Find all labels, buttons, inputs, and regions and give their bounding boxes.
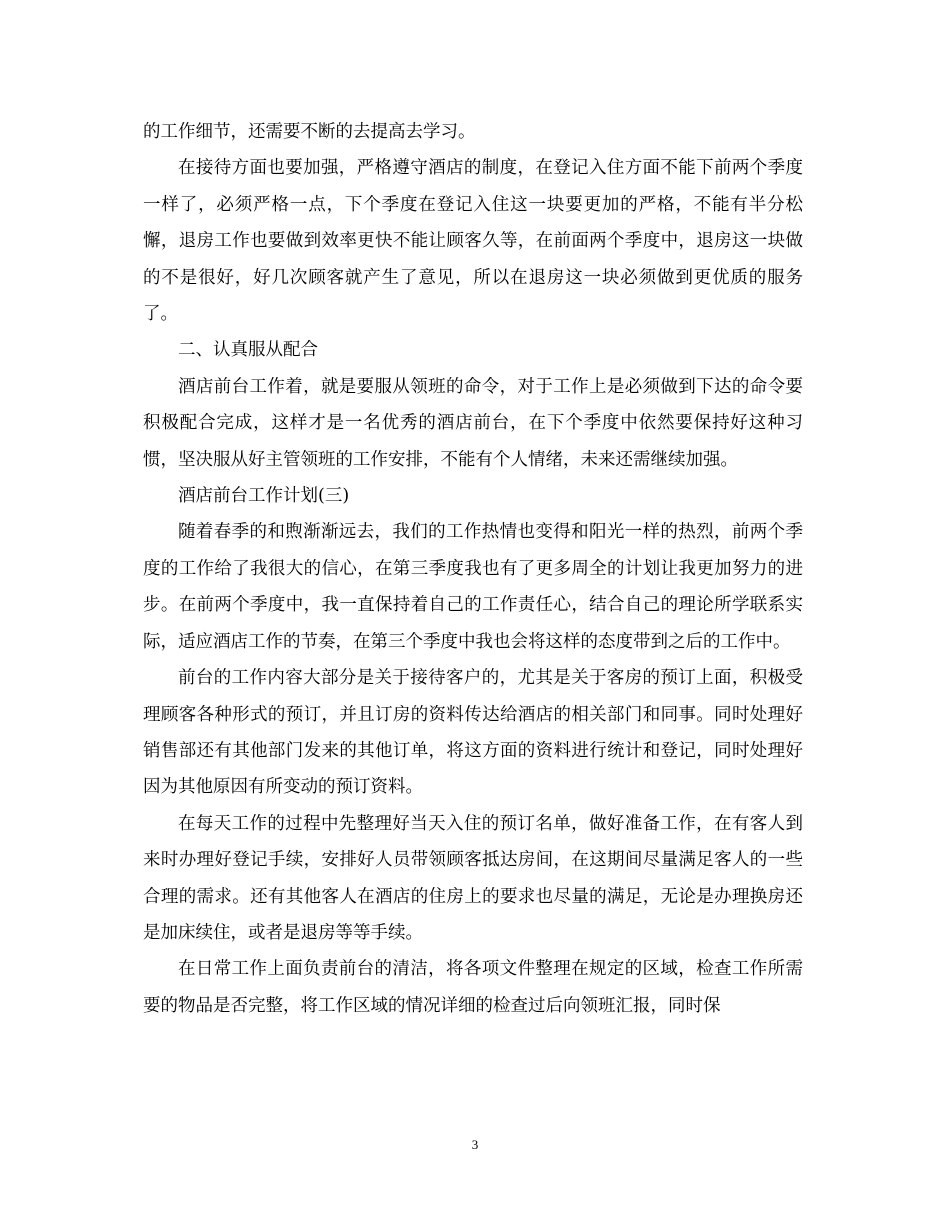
paragraph-daily-checkin: 在每天工作的过程中先整理好当天入住的预订名单，做好准备工作，在有客人到来时办理好登记手续，安排好人员带领顾客抵达房间，在这期间尽量满足客人的一些合理的需求。还有其他客人在酒店的住房上的要求也尽量的满足，无论是办理换房还是加床续住，或者是退房等等手续。 bbox=[143, 813, 803, 943]
paragraph-checkin-service: 在接待方面也要加强，严格遵守酒店的制度，在登记入住方面不能下前两个季度一样了，必须严格一点，下个季度在登记入住这一块要更加的严格，不能有半分松懈，退房工作也要做到效率更快不能让顾客久等，在前面两个季度中，退房这一块做的不是很好，好几次顾客就产生了意见，所以在退房这一块必须做到更优质的服务了。 bbox=[143, 158, 803, 325]
section-heading-obey: 二、认真服从配合 bbox=[178, 340, 318, 361]
paragraph-cleaning: 在日常工作上面负责前台的清洁，将各项文件整理在规定的区域，检查工作所需要的物品是否完整，将工作区域的情况详细的检查过后向领班汇报，同时保 bbox=[143, 959, 803, 1016]
page-number: 3 bbox=[471, 1137, 479, 1152]
section-heading-plan-three: 酒店前台工作计划(三) bbox=[178, 486, 350, 507]
paragraph-reservations: 前台的工作内容大部分是关于接待客户的，尤其是关于客房的预订上面，积极受理顾客各种形式的预订，并且订房的资料传达给酒店的相关部门和同事。同时处理好销售部还有其他部门发来的其他订单，将这方面的资料进行统计和登记，同时处理好因为其他原因有所变动的预订资料。 bbox=[143, 668, 803, 798]
paragraph-third-quarter: 随着春季的和煦渐渐远去，我们的工作热情也变得和阳光一样的热烈，前两个季度的工作给了我很大的信心，在第三季度我也有了更多周全的计划让我更加努力的进步。在前两个季度中，我一直保持着自己的工作责任心，结合自己的理论所学联系实际，适应酒店工作的节奏，在第三个季度中我也会将这样的态度带到之后的工作中。 bbox=[143, 522, 803, 652]
document-body bbox=[143, 114, 803, 1024]
paragraph-continuation: 的工作细节，还需要不断的去提高去学习。 bbox=[143, 122, 476, 142]
paragraph-obey-supervisor: 酒店前台工作着，就是要服从领班的命令，对于工作上是必须做到下达的命令要积极配合完成，这样才是一名优秀的酒店前台，在下个季度中依然要保持好这种习惯，坚决服从好主管领班的工作安排，不能有个人情绪，未来还需继续加强。 bbox=[143, 376, 803, 470]
